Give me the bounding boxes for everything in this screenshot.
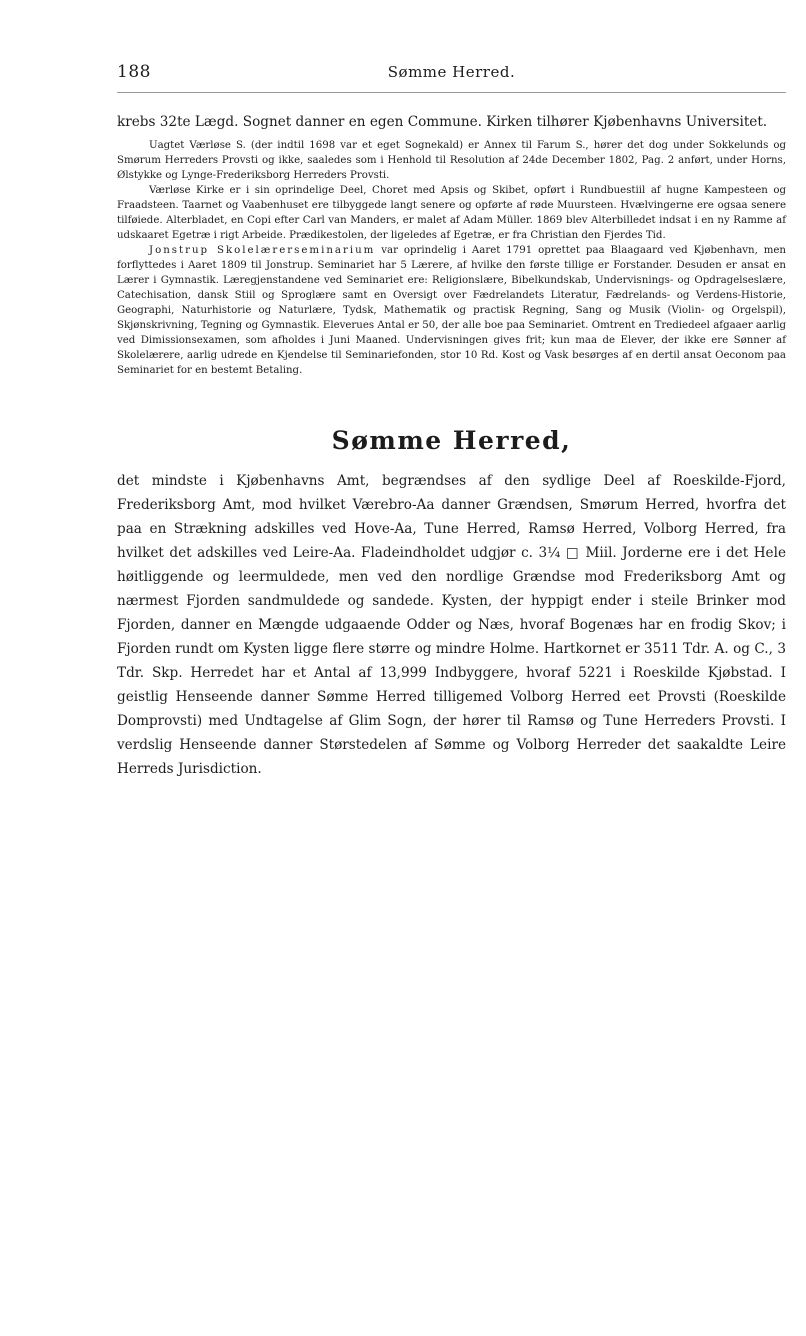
running-head-title: Sømme Herred.	[387, 63, 516, 81]
page-number: 188	[117, 62, 151, 82]
section-heading: Sømme Herred,	[331, 426, 572, 455]
section-paragraph: det mindste i Kjøbenhavns Amt, begrændses af den sydlige Deel af Roeskilde-Fjord, Frederiksborg Amt, mod hvilket Værebro-Aa danner Grændsen, Smørum Herred, hvorfra det paa en Strækning adskilles ved Hove-Aa, Tune Herred, Ramsø Herred, Volborg Herred, fra hvilket det adskilles ved Leire-Aa. Fladeindholdet udgjør c. 3¼ □ Miil. Jorderne ere i det Hele høitliggende og leermuldede, men ved den nordlige Grændse mod Frederiksborg Amt og nærmest Fjorden sandmuldede og sandede. Kysten, der hyppigt ender i steile Brinker mod Fjorden, danner en Mængde udgaaende Odder og Næs, hvoraf Bogenæs har en frodig Skov; i Fjorden rundt om Kysten ligge flere større og mindre Holme. Hartkornet er 3511 Tdr. A. og C., 3 Tdr. Skp. Herredet har et Antal af 13,999 Indbyggere, hvoraf 5221 i Roeskilde Kjøbstad. I geistlig Henseende danner Sømme Herred tilligemed Volborg Herred eet Provsti (Roeskilde Domprovsti) med Undtagelse af Glim Sogn, der hører til Ramsø og Tune Herreders Provsti. I verdslig Henseende danner Størstedelen af Sømme og Volborg Herreder det saakaldte Leire Herreds Jurisdiction.	[117, 473, 786, 777]
book-page	[117, 58, 786, 1288]
note-paragraph-seminarium	[117, 243, 786, 378]
running-head	[117, 58, 786, 93]
note-paragraph-varlose-kirke: Værløse Kirke er i sin oprindelige Deel, Choret med Apsis og Skibet, opført i Rundbuestiil af hugne Kampesteen og Fraadsteen. Taarnet og Vaabenhuset ere tilbyggede langt senere og opførte af røde Muursteen. Hvælvingerne ere ogsaa senere tilføiede. Alterbladet, en Copi efter Carl van Manders, er malet af Adam Müller. 1869 blev Alterbilledet indsat i en ny Ramme af udskaaret Egetræ i rigt Arbeide. Prædikestolen, der ligeledes af Egetræ, er fra Christian den Fjerdes Tid.	[117, 185, 786, 241]
seminarium-label: Jonstrup Skolelærerseminarium	[149, 245, 376, 256]
seminarium-text: var oprindelig i Aaret 1791 oprettet paa Blaagaard ved Kjøbenhavn, men forflyttedes i Aaret 1809 til Jonstrup. Seminariet har 5 Lærere, af hvilke den første tillige er Forstander. Desuden er ansat en Lærer i Gymnastik. Læregjenstandene ved Seminariet ere: Religionslære, Bibelkundskab, Undervisnings- og Opdragelseslære, Catechisation, dansk Stiil og Sproglære samt en Oversigt over Fædrelandets Literatur, Fædrelands- og Verdens-Historie, Geographi, Naturhistorie og Naturlære, Tydsk, Mathematik og practisk Regning, Sang og Musik (Violin- og Orgelspil), Skjønskrivning, Tegning og Gymnastik. Eleverues Antal er 50, der alle boe paa Seminariet. Omtrent en Trediedeel afgaaer aarlig ved Dimissionsexamen, som afholdes i Juni Maaned. Undervisningen gives frit; kun maa de Elever, der ikke ere Sønner af Skolelærere, aarlig udrede en Kjendelse til Seminariefonden, stor 10 Rd. Kost og Vask besørges af en dertil ansat Oeconom paa Seminariet for en bestemt Betaling.	[117, 245, 786, 376]
note-paragraph-varlose-sogn: Uagtet Værløse S. (der indtil 1698 var et eget Sognekald) er Annex til Farum S., hører det dog under Sokkelunds og Smørum Herreders Provsti og ikke, saaledes som i Henhold til Resolution af 24de December 1802, Pag. 2 anført, under Horns, Ølstykke og Lynge-Frederiksborg Herreders Provsti.	[117, 140, 786, 181]
intro-paragraph: krebs 32te Lægd. Sognet danner en egen Commune. Kirken tilhører Kjøbenhavns Universitet.	[117, 114, 768, 130]
